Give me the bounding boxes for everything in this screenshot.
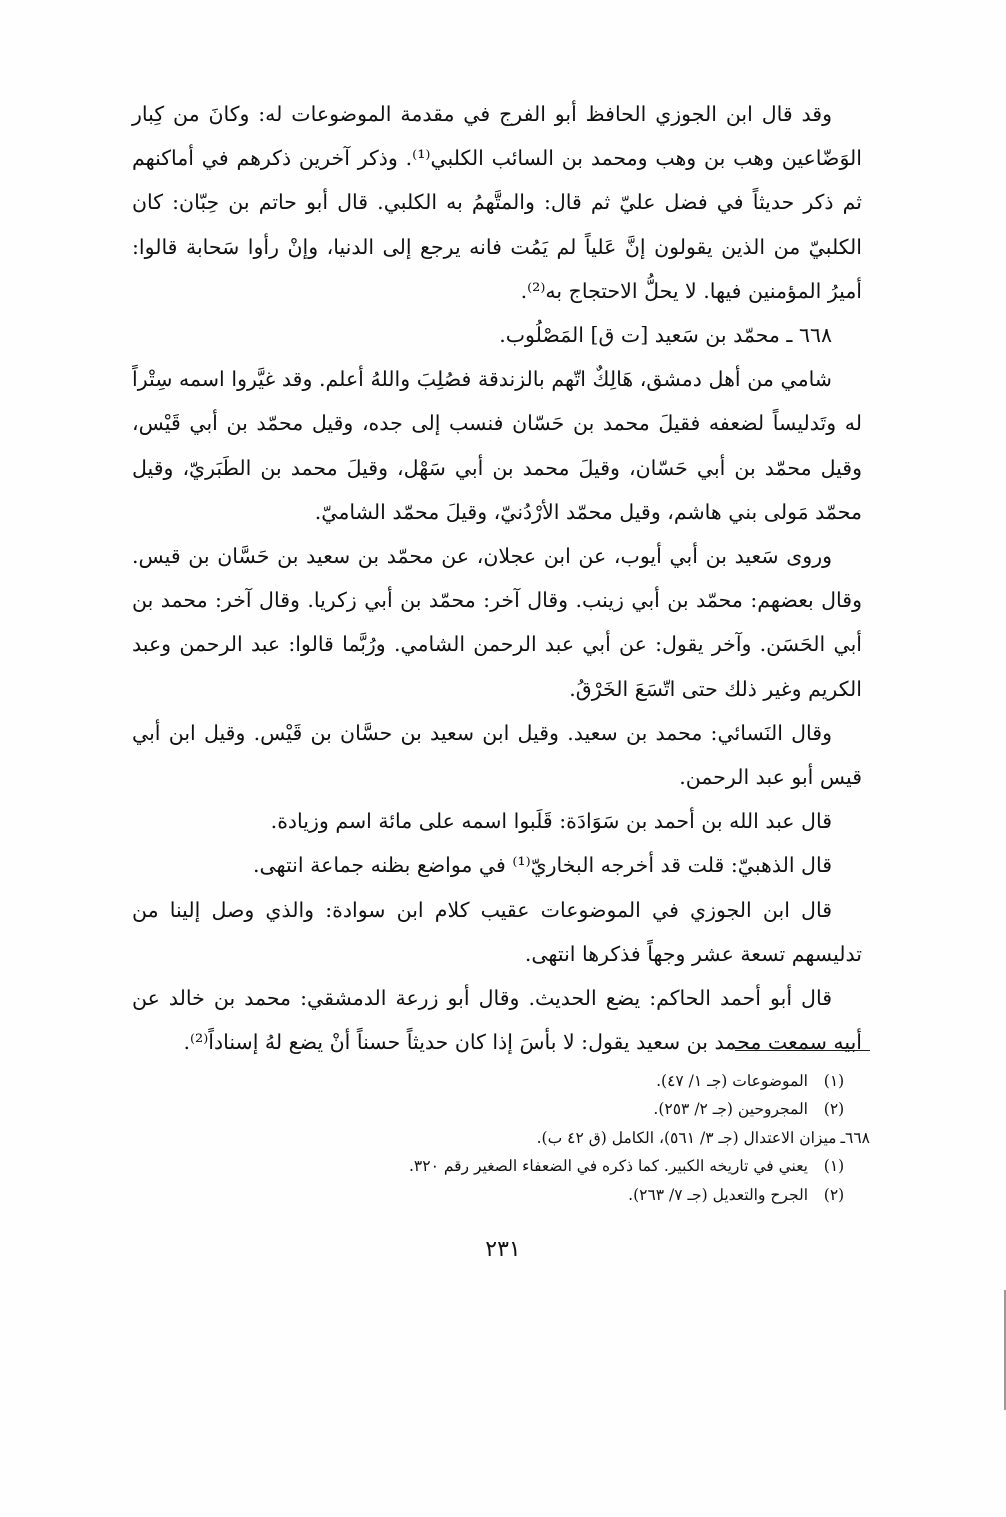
footnote-text: الجرح والتعديل (جـ ٧/ ٢٦٣). [628,1185,808,1204]
paragraph-names: شامي من أهل دمشق، هَالِكٌ اتّهم بالزندقة فصُلِبَ واللهُ أعلم. وقد غيَّروا اسمه سِتْراً له وتَدليساً لضعفه فقيلَ محمد بن حَسّان فنسب إلى جده، وقيل محمّد بن أبي قَيْس، وقيل محمّد بن أبي حَسّان، وقيلَ محمد بن أبي سَهْل، وقيلَ محمد بن الطَبَريّ، وقيل محمّد مَولى بني هاشم، وقيل محمّد الأرْدُنيّ، وقيلَ محمّد الشاميّ. [132,367,862,524]
footnote-entry-number: ٦٦٨ـ [840,1128,870,1147]
paragraph-nasai: وقال النَسائي: محمد بن سعيد. وقيل ابن سعيد بن حسَّان بن قَيْس. وقيل ابن أبي قيس أبو عبد الرحمن. [132,720,862,790]
footnote [300,1181,870,1209]
footnote [300,1095,870,1123]
paragraph-narrations: وروى سَعيد بن أبي أيوب، عن ابن عجلان، عن محمّد بن سعيد بن حَسَّان بن قيس. وقال بعضهم: محمّد بن أبي زينب. وقال آخر: محمّد بن أبي زكريا. وقال آخر: محمد بن أبي الحَسَن. وآخر يقول: عن أبي عبد الرحمن الشامي. ورُبَّما قالوا: عبد الرحمن وعبد الكريم وغير ذلك حتى اتّسَعَ الخَرْقُ. [132,544,862,701]
footnote [300,1067,870,1095]
page-number: ٢٣١ [485,1237,521,1262]
footnotes-block [300,1067,870,1209]
footnote-text: المجروحين (جـ ٢/ ٢٥٣). [653,1100,808,1119]
entry-heading-668: ٦٦٨ ـ محمّد بن سَعيد [ت ق] المَصْلُوب. [499,323,832,348]
footnote-text: يعني في تاريخه الكبير. كما ذكره في الضعفاء الصغير رقم ٣٢٠. [408,1157,808,1176]
footnote-number: (٢) [823,1100,845,1119]
paragraph-kalbi: وقد قال ابن الجوزي الحافظ أبو الفرج في مقدمة الموضوعات له: وكانَ من كِبار الوَضّاعين وهب بن وهب ومحمد بن السائب الكلبي⁽¹⁾. وذكر آخرين ذكرهم في أماكنهم ثم ذكر حديثاً في فضل عليّ ثم قال: والمتَّهمُ به الكلبي. قال أبو حاتم بن حِبّان: كان الكلبيّ من الذين يقولون إنَّ عَلياً لم يَمُت فانه يرجع إلى الدنيا، وإنْ رأوا سَحابة قالوا: أميرُ المؤمنين فيها. لا يحلُّ الاحتجاج به⁽²⁾. [132,102,862,303]
paragraph-dhahabi: قال الذهبيّ: قلت قد أخرجه البخاريّ⁽¹⁾ في مواضع بظنه جماعة انتهى. [252,853,832,878]
footnote-text: الموضوعات (جـ ١/ ٤٧). [656,1072,808,1090]
paragraph-hakim: قال أبو أحمد الحاكم: يضع الحديث. وقال أبو زرعة الدمشقي: محمد بن خالد عن أبيه سمعت محمد بن سعيد يقول: لا بأسَ إذا كان حديثاً حسناً أنْ يضع لهُ إسناداً⁽²⁾. [132,986,862,1055]
footnote-entry-source [300,1124,870,1152]
paragraph-sawada: قال عبد الله بن أحمد بن سَوَادَة: قَلَبوا اسمه على مائة اسم وزيادة. [270,809,832,834]
paragraph-ibn-jawzi: قال ابن الجوزي في الموضوعات عقيب كلام ابن سوادة: والذي وصل إلينا من تدليسهم تسعة عشر وجهاً فذكرها انتهى. [132,897,862,966]
main-text-block [132,92,862,1064]
footnote [300,1152,870,1180]
footnote-text: ميزان الاعتدال (جـ ٣/ ٥٦١)، الكامل (ق ٤٢ ب). [536,1128,837,1147]
footnote-number: (١) [823,1072,845,1090]
footnote-number: (٢) [823,1185,845,1204]
footnote-separator [735,1050,870,1051]
footnote-number: (١) [823,1157,845,1176]
